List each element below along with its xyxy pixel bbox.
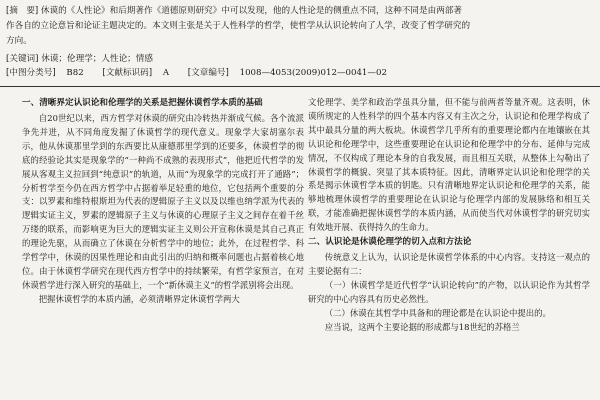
left-column	[22, 96, 304, 307]
article-number-label: [文章编号]	[187, 68, 229, 78]
right-paragraph-1: 文伦理学、美学和政治学虽具分量，但不能与前两者等量齐观。这表明，休谟所规定的人性科学的四个基本内容又有主次之分，认识论和伦理学构成了其中最具分量的两大板块。休谟哲学几乎所有的重要理论都内在地镶嵌在其认识论和伦理学中，这些重要理论在认识论和伦理学中的分布、延伸与完成情况，不仅构成了理论本身的自我发展，而且相互关联，从整体上勾勒出了休谟哲学的概貌、突显了其本质特征。因此，清晰界定认识论和伦理学的关系是揭示休谟哲学本质的钥匙。只有清晰地界定认识论和伦理学的关系，能够地梳理休谟哲学的重要理论在认识论与伦理学内部的发展脉络和相互关联，才能准确把握休谟哲学的本质内涵，从而使当代对休谟哲学的研究切实有效地开展、获得持久的生命力。	[308, 97, 590, 233]
clc-value: B82	[66, 68, 84, 78]
divider	[0, 86, 600, 87]
right-paragraph-4: （二）休谟在其哲学中具备和的理论都是在认识论中提出的。	[324, 307, 551, 318]
article-metadata	[6, 66, 403, 78]
section-heading-2: 二、认识论是休谟伦理学的切入点和方法论	[308, 237, 472, 248]
abstract	[6, 4, 594, 49]
left-paragraph-2: 把握休谟哲学的本质内涵，必须清晰界定休谟哲学两大	[38, 293, 240, 304]
right-column	[308, 96, 590, 335]
keywords-tag: [关键词]	[6, 54, 39, 64]
left-paragraph-1: 自20世纪以来，西方哲学对休谟的研究由冷转热并渐成气候。各个流派争先并进，从不同角度发掘了休谟哲学的现代意义。现象学大家胡塞尔表示，他从休谟那里学到的东西要比从康德那里学到的还要多，休谟哲学的彻底的经验论其实是现象学的“一种尚不成熟的表现形式”，他把近代哲学的发展从客观主义拉回到“纯意识”的轨道，从而“为现象学的完成打开了通路”；分析哲学至今仍在西方哲学中占据着举足轻重的地位，它包括两个重要的分支：以罗素和维特根斯坦为代表的逻辑原子主义以及以维也纳学派为代表的逻辑实证主义，罗素的逻辑原子主义与休谟的心理原子主义之间存在着千丝万缕的联系，而影响更为巨大的逻辑实证主义则公开宣称休谟是其自己真正的理论先驱，从而确立了休谟在分析哲学中的地位；此外，在过程哲学、科学哲学中，休谟的因果性理论和由此引出的归纳和概率问题也占据着核心地位。由于休谟哲学研究在现代西方哲学中的持续繁荣，有哲学家预言，在对休谟哲学进行深入研究的基础上，一个“新休谟主义”的哲学派别将会出现。	[22, 113, 304, 290]
section-heading-1: 一、清晰界定认识论和伦理学的关系是把握休谟哲学本质的基础	[22, 98, 263, 108]
clc-label: [中图分类号]	[6, 68, 56, 78]
right-paragraph-2: 传统意义上认为，认识论是休谟哲学体系的中心内容。支持这一观点的主要论据有二：	[308, 252, 590, 276]
abstract-line-3: 方向。	[6, 36, 32, 46]
abstract-line-2: 作各自的立论意旨和论证主题决定的。本文则主张是关于人性科学的哲学，使哲学从认识论转向了人学，改变了哲学研究的	[6, 21, 471, 31]
doc-code-value: A	[162, 68, 170, 78]
doc-code-label: [文献标识码]	[102, 68, 153, 78]
abstract-line-1: 休谟的《人性论》和后期著作《道德原则研究》中可以发现，他的人性论是的侧重点不同，这种不同是由两部著	[40, 6, 462, 16]
right-paragraph-3: （一）休谟哲学是近代哲学“认识论转向”的产物，以认识论作为其哲学研究的中心内容具有历史必然性。	[308, 279, 590, 304]
right-paragraph-5: 应当说，这两个主要论据的形成都与18世纪的苏格兰	[324, 321, 520, 332]
article-number-value: 1008—4053(2009)012—0041—02	[239, 68, 387, 78]
keywords-text: 休谟；伦理学；人性论；情感	[41, 54, 153, 64]
abstract-tag: [摘 要]	[6, 6, 39, 16]
keywords	[6, 52, 153, 64]
